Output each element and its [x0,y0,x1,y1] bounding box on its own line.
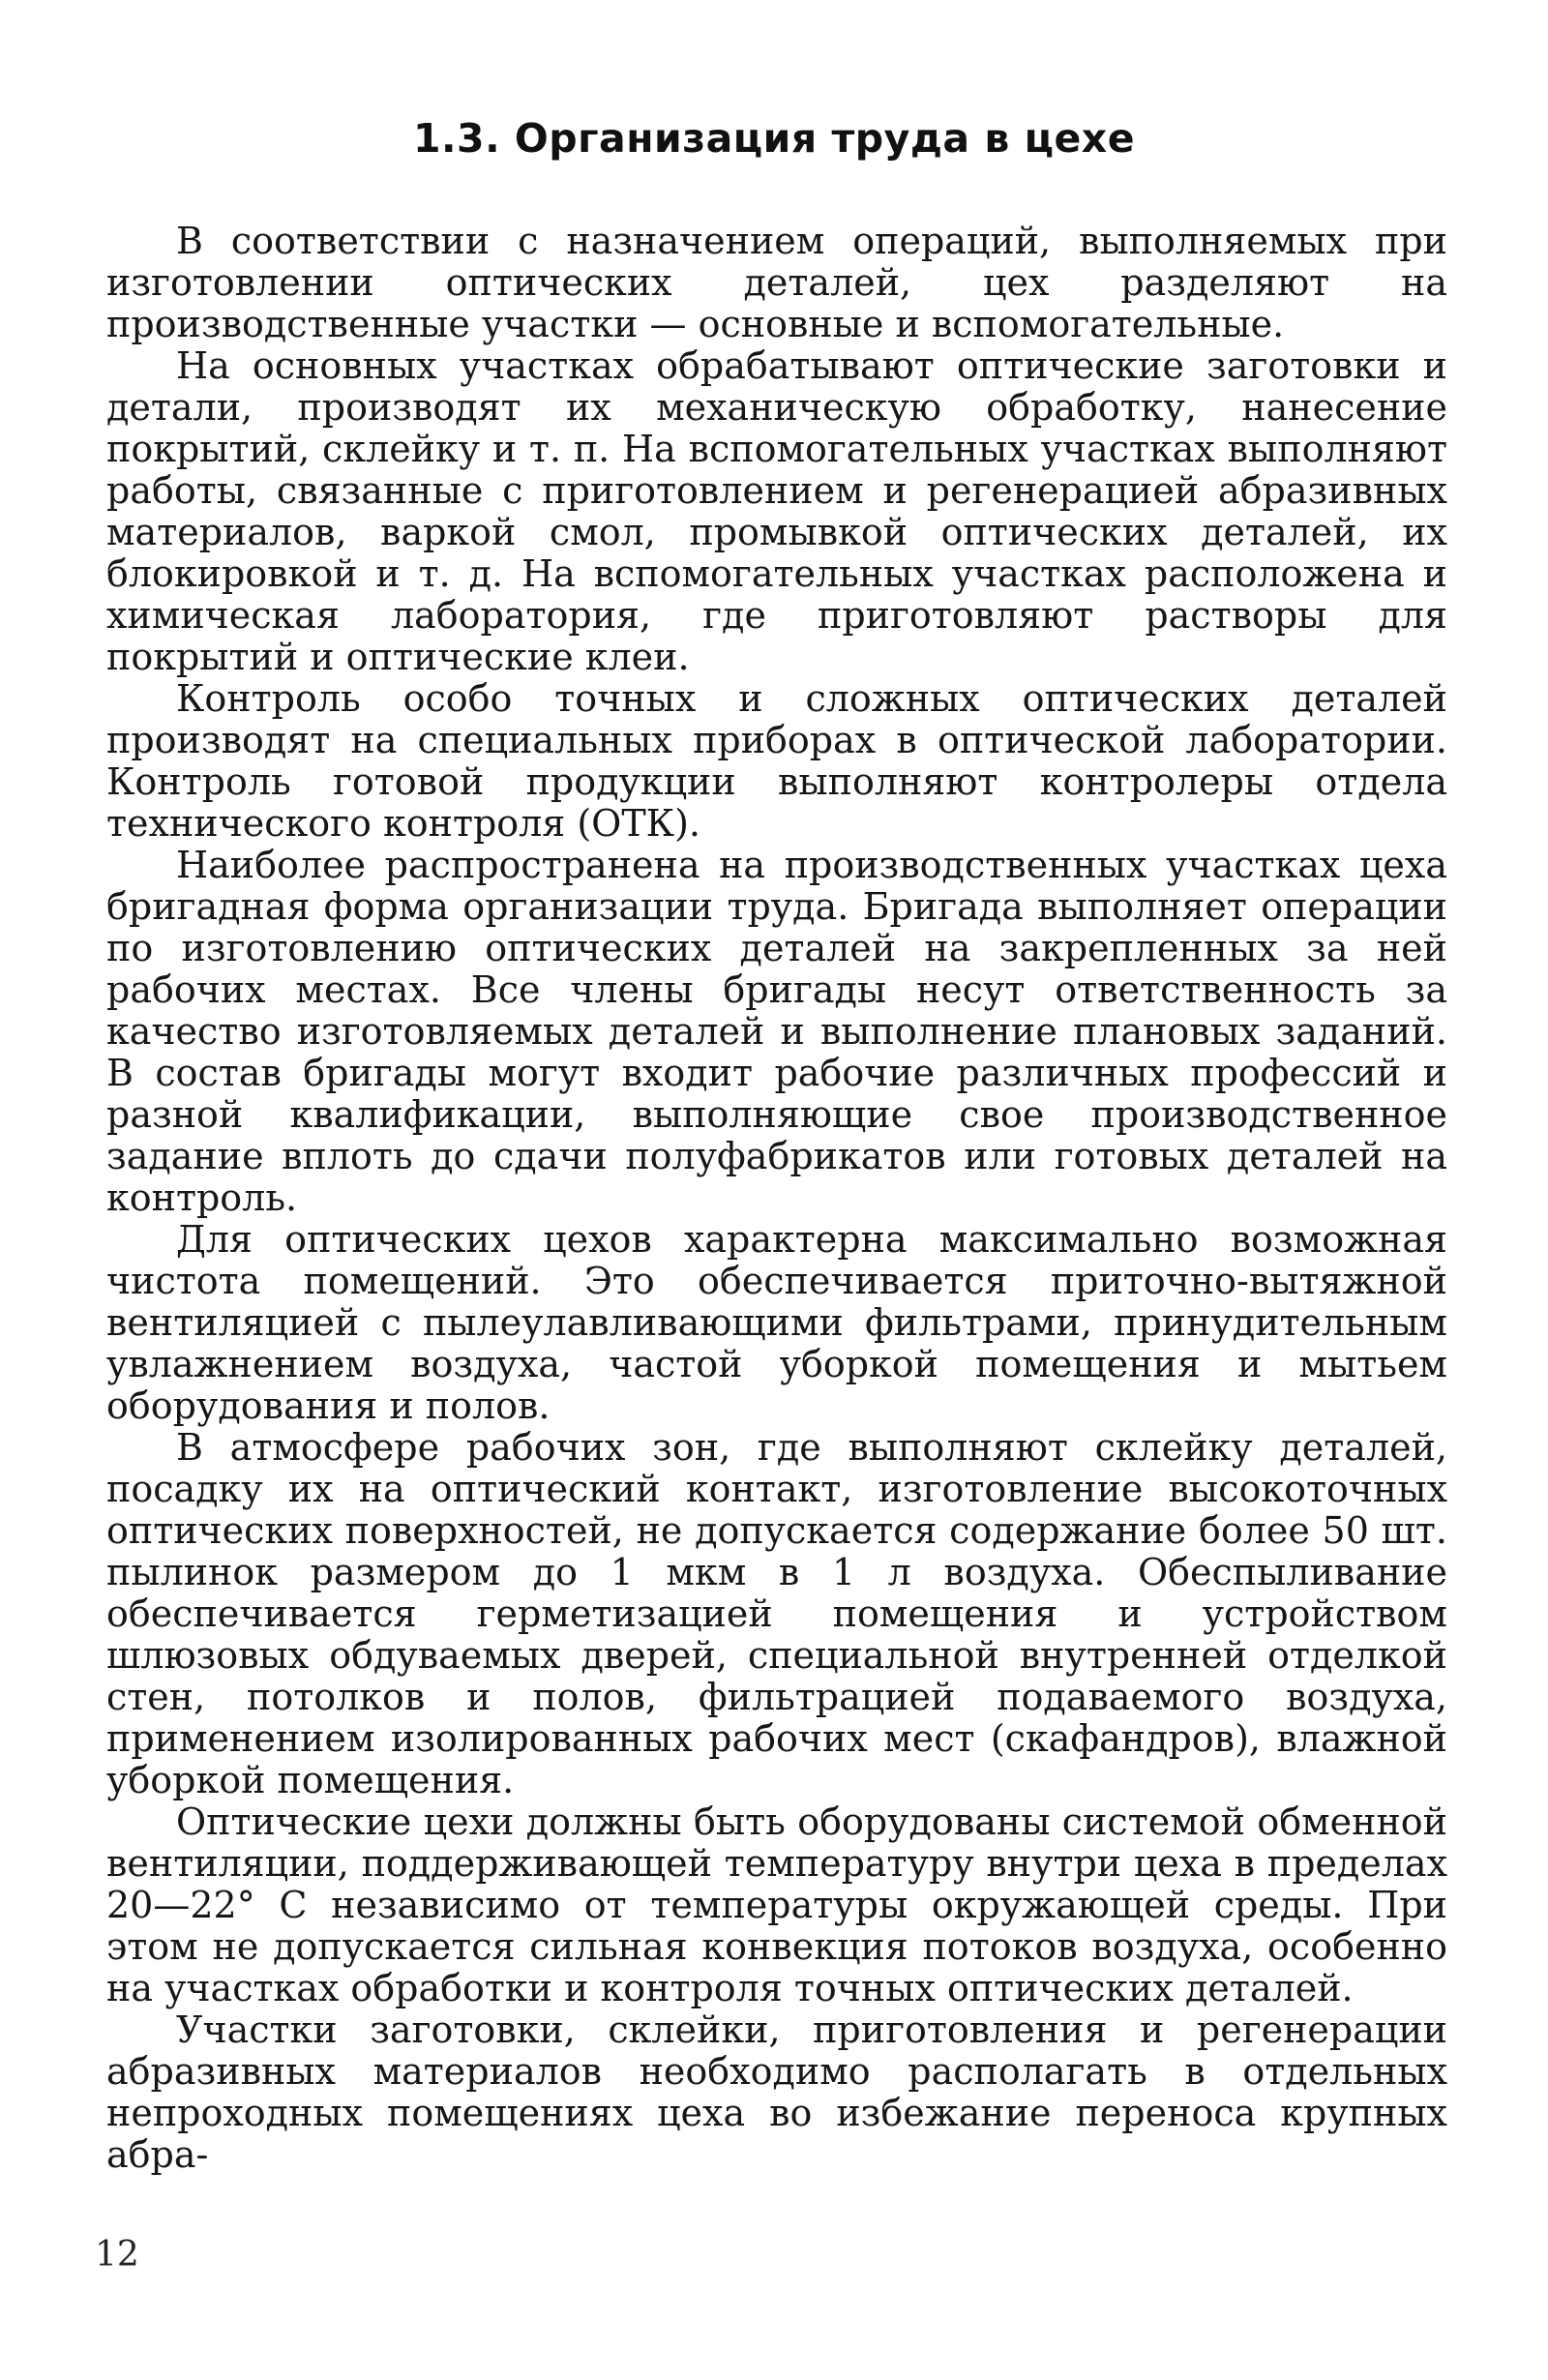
paragraph-main-auxiliary-areas: На основных участках обрабатывают оптические заготовки и детали, производят их механическую обработку, нанесение покрытий, склейку и т. п. На вспомогательных участках выполняют работы, связанные с приготовлением и регенерацией абразивных материалов, варкой смол, промывкой оптических деталей, их блокировкой и т. д. На вспомогательных участках расположена и химическая лаборатория, где приготовляют растворы для покрытий и оптические клеи. [106,344,1447,678]
page-number: 12 [95,2235,139,2275]
paragraph-cleanliness: Для оптических цехов характерна максимально возможная чистота помещений. Это обеспечивается приточно-вытяжной вентиляцией с пылеулавливающими фильтрами, принудительным увлажнением воздуха, частой уборкой помещения и мытьем оборудования и полов. [106,1218,1447,1427]
paragraph-dust-limits: В атмосфере рабочих зон, где выполняют склейку деталей, посадку их на оптический контакт, изготовление высокоточных оптических поверхностей, не допускается содержание более 50 шт. пылинок размером до 1 мкм в 1 л воздуха. Обеспыливание обеспечивается герметизацией помещения и устройством шлюзовых обдуваемых дверей, специальной внутренней отделкой стен, потолков и полов, фильтрацией подаваемого воздуха, применением изолированных рабочих мест (скафандров), влажной уборкой помещения. [106,1426,1447,1801]
paragraph-workshop-areas: В соответствии с назначением операций, выполняемых при изготовлении оптических деталей, цех разделяют на производственные участки — основные и вспомогательные. [106,220,1447,345]
paragraph-brigade-organization: Наиболее распространена на производственных участках цеха бригадная форма организации труда. Бригада выполняет операции по изготовлению оптических деталей на закрепленных за ней рабочих местах. Все члены бригады несут ответственность за качество изготовляемых деталей и выполнение плановых заданий. В состав бригады могут входит рабочие различных профессий и разной квалификации, выполняющие свое производственное задание вплоть до сдачи полуфабрикатов или готовых деталей на контроль. [106,844,1447,1219]
paragraph-ventilation: Оптические цехи должны быть оборудованы системой обменной вентиляции, поддерживающей температуру внутри цеха в пределах 20—22° С независимо от температуры окружающей среды. При этом не допускается сильная конвекция потоков воздуха, особенно на участках обработки и контроля точных оптических деталей. [106,1800,1447,2009]
paragraph-separate-rooms: Участки заготовки, склейки, приготовления и регенерации абразивных материалов необходимо располагать в отдельных непроходных помещениях цеха во избежание переноса крупных абра- [106,2008,1447,2176]
section-title: 1.3. Организация труда в цехе [412,115,1136,163]
body-text [106,221,1447,2176]
paragraph-quality-control: Контроль особо точных и сложных оптических деталей производят на специальных приборах в оптической лаборатории. Контроль готовой продукции выполняют контролеры отдела технического контроля (ОТК). [106,677,1447,845]
